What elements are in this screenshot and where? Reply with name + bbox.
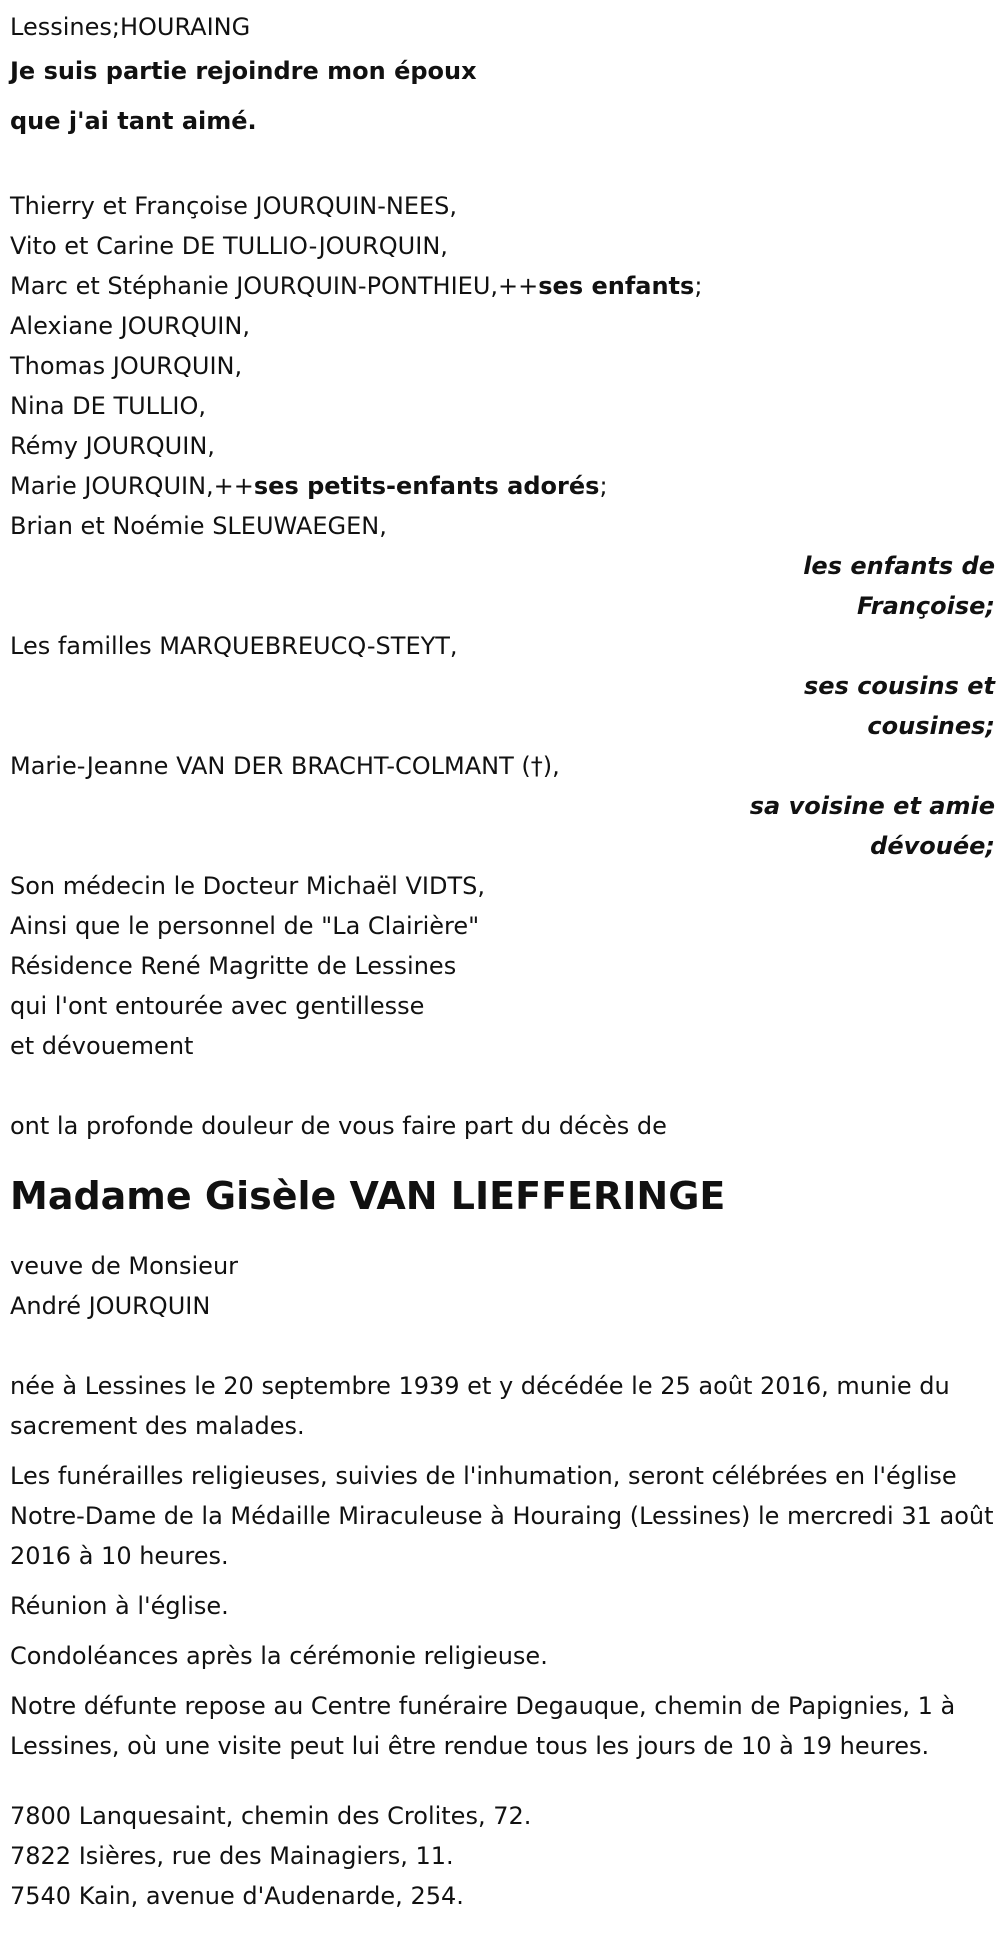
note-text: Françoise (857, 592, 986, 620)
carer-line: Ainsi que le personnel de "La Clairière" (10, 912, 480, 940)
families-line: Les familles MARQUEBREUCQ-STEYT, (10, 632, 458, 660)
neighbor-note-line-2 (870, 826, 995, 866)
punctuation: ; (694, 272, 703, 300)
detail-paragraph: Notre défunte repose au Centre funéraire Degauque, chemin de Papignies, 1 à Lessines, où une visite peut lui être rendue tous les jours de 10 à 19 heures. (10, 1692, 956, 1760)
families-note-line-2 (867, 706, 995, 746)
carer-line: Son médecin le Docteur Michaël VIDTS, (10, 872, 485, 900)
carer-line: et dévouement (10, 1032, 194, 1060)
announcement: ont la profonde douleur de vous faire part du décès de (10, 1112, 667, 1140)
punctuation: ; (599, 472, 608, 500)
families-note-line-1: ses cousins et (804, 672, 995, 700)
grandchild-line (10, 466, 995, 506)
sleuwaegen-note-row-2 (10, 586, 995, 626)
child-name: Marc et Stéphanie JOURQUIN-PONTHIEU,++ (10, 272, 539, 300)
carer-line: qui l'ont entourée avec gentillesse (10, 992, 425, 1020)
neighbor-line: Marie-Jeanne VAN DER BRACHT-COLMANT (†), (10, 752, 560, 780)
neighbor-note-line-1: sa voisine et amie (749, 792, 995, 820)
punctuation: ; (985, 832, 995, 860)
address-line: 7800 Lanquesaint, chemin des Crolites, 72. (10, 1802, 532, 1830)
neighbor-note-row-1 (10, 786, 995, 826)
child-line: Thierry et Françoise JOURQUIN-NEES, (10, 192, 458, 220)
spacer (10, 146, 995, 186)
grandchild-line: Rémy JOURQUIN, (10, 432, 215, 460)
place-header: Lessines;HOURAING (10, 13, 251, 41)
grandchild-line: Alexiane JOURQUIN, (10, 312, 250, 340)
note-text: cousines (867, 712, 986, 740)
note-text: dévouée (870, 832, 986, 860)
spacer (10, 1066, 995, 1106)
child-line (10, 266, 995, 306)
grandchild-name: Marie JOURQUIN,++ (10, 472, 254, 500)
detail-paragraph: née à Lessines le 20 septembre 1939 et y décédée le 25 août 2016, munie du sacrement des malades. (10, 1372, 950, 1440)
punctuation: ; (985, 712, 995, 740)
families-note-row-2 (10, 706, 995, 746)
punctuation: ; (985, 592, 995, 620)
sleuwaegen-note-row-1 (10, 546, 995, 586)
detail-paragraph: Condoléances après la cérémonie religieuse. (10, 1642, 548, 1670)
widow-line-2: André JOURQUIN (10, 1292, 211, 1320)
quote-line-1: Je suis partie rejoindre mon époux (10, 57, 477, 85)
sleuwaegen-note-line-1: les enfants de (803, 552, 995, 580)
widow-line-1: veuve de Monsieur (10, 1252, 239, 1280)
children-label: ses enfants (538, 272, 695, 300)
grandchild-line: Thomas JOURQUIN, (10, 352, 243, 380)
sleuwaegen-note-line-2 (857, 586, 995, 626)
obituary-notice (10, 8, 995, 1916)
sleuwaegen-line: Brian et Noémie SLEUWAEGEN, (10, 512, 387, 540)
families-note-row-1 (10, 666, 995, 706)
detail-paragraph: Réunion à l'église. (10, 1592, 229, 1620)
address-line: 7822 Isières, rue des Mainagiers, 11. (10, 1842, 454, 1870)
spacer (10, 1776, 995, 1796)
grandchild-line: Nina DE TULLIO, (10, 392, 207, 420)
child-line: Vito et Carine DE TULLIO-JOURQUIN, (10, 232, 448, 260)
quote-line-2: que j'ai tant aimé. (10, 107, 257, 135)
deceased-name: Madame Gisèle VAN LIEFFERINGE (10, 1174, 726, 1218)
address-line: 7540 Kain, avenue d'Audenarde, 254. (10, 1882, 464, 1910)
spacer (10, 1326, 995, 1366)
grandchildren-label: ses petits-enfants adorés (253, 472, 600, 500)
detail-paragraph: Les funérailles religieuses, suivies de l'inhumation, seront célébrées en l'église Notre-Dame de la Médaille Miraculeuse à Houraing (Lessines) le mercredi 31 août 2016 à 10 heures. (10, 1462, 994, 1570)
carer-line: Résidence René Magritte de Lessines (10, 952, 457, 980)
neighbor-note-row-2 (10, 826, 995, 866)
